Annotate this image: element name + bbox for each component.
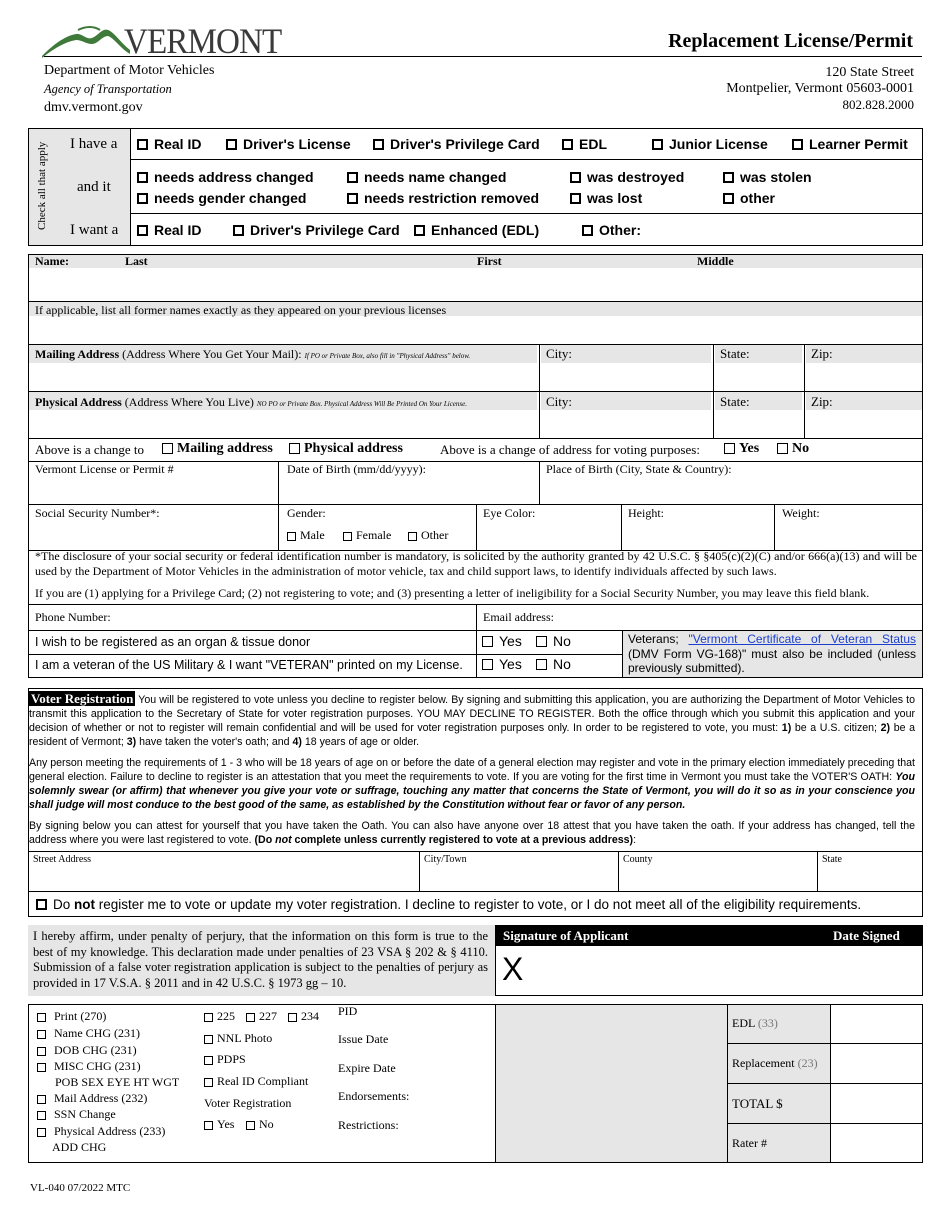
physical-state-label: State: [720, 394, 750, 409]
needs-name-changed-checkbox[interactable]: needs name changed [347, 169, 506, 185]
checkbox-icon [724, 443, 735, 454]
checkbox-icon [582, 225, 593, 236]
have-junior-license-checkbox[interactable]: Junior License [652, 136, 768, 152]
checkbox-icon [482, 636, 493, 647]
last-name-label: Last [125, 254, 148, 268]
veterans-note: Veterans; "Vermont Certificate of Veteran Status (DMV Form VG-168)" must also be included (unless previously submitted). [628, 632, 916, 675]
checkbox-icon [536, 636, 547, 647]
office-print-checkbox[interactable]: Print (270) [37, 1009, 106, 1024]
voter-state-label: State [822, 854, 842, 865]
eye-color-label: Eye Color: [483, 506, 536, 520]
license-number-input[interactable] [30, 477, 276, 503]
i-have-label: I have a [70, 136, 118, 152]
date-signed-label: Date Signed [833, 928, 900, 943]
previous-address-instructions: By signing below you can attest for yourself that you have taken the Oath. You can also have anyone over 18 attest that you have taken the oath. If your address has changed, tell the address where you were last registered to vote. (Do not complete unless currently registered to vote at a previous address): [29, 820, 915, 846]
header-rule [44, 56, 922, 57]
checkbox-icon [570, 172, 581, 183]
voter-city-input[interactable] [422, 867, 616, 889]
mailing-city-input[interactable] [542, 364, 710, 390]
name-label: Name: [35, 254, 69, 268]
needs-restriction-removed-checkbox[interactable]: needs restriction removed [347, 190, 539, 206]
mailing-address-label: Mailing Address (Address Where You Get Your Mail): If PO or Private Box, also fill in "Physical Address" below. [35, 347, 471, 361]
office-shaded-area [495, 1005, 727, 1162]
checkbox-icon [162, 443, 173, 454]
fee-total-label: TOTAL $ [732, 1096, 783, 1111]
checkbox-icon [36, 899, 47, 910]
i-want-label: I want a [70, 222, 119, 238]
physical-city-input[interactable] [542, 411, 710, 437]
form-title: Replacement License/Permit [668, 30, 913, 52]
office-real-id-compliant-checkbox[interactable]: Real ID Compliant [204, 1074, 308, 1089]
needs-gender-changed-checkbox[interactable]: needs gender changed [137, 190, 306, 206]
weight-input[interactable] [777, 522, 920, 549]
checkbox-icon [37, 1063, 46, 1072]
checkbox-icon [37, 1095, 46, 1104]
form-code: VL-040 07/2022 MTC [30, 1182, 131, 1194]
office-code-227-checkbox[interactable]: 227 [246, 1009, 277, 1024]
checkbox-icon [37, 1013, 46, 1022]
office-voter-no-checkbox[interactable]: No [246, 1117, 274, 1132]
voter-county-label: County [623, 854, 653, 865]
mailing-city-label: City: [546, 346, 573, 361]
voter-oath-paragraph: Any person meeting the requirements of 1 - 3 who will be 18 years of age on or before the date of a general election may register and vote in the primary election immediately preceding that general election. Failure to decline to register is an attestation that you meet the requirements to vote. If you are voting for the first time in Vermont you must take the VOTER'S OATH: You solemnly swear (or affirm) that whenever you give your vote or suffrage, touching any matter that concerns the State of Vermont, you will do it so as in your conscience you shall judge will most conduce to the best good of the same, as established by the Constitution without fear or favor of any person. [29, 757, 915, 811]
veteran-status-link[interactable]: "Vermont Certificate of Veteran Status [688, 632, 916, 646]
have-edl-checkbox[interactable]: EDL [562, 136, 607, 152]
first-name-label: First [477, 254, 502, 268]
was-stolen-checkbox[interactable]: was stolen [723, 169, 812, 185]
other-reason-checkbox[interactable]: other [723, 190, 775, 206]
checkbox-icon [204, 1121, 213, 1130]
name-input[interactable] [30, 268, 920, 300]
ssn-label: Social Security Number*: [35, 506, 160, 520]
voting-change-label: Above is a change of address for voting purposes: [440, 442, 700, 457]
checkbox-icon [37, 1111, 46, 1120]
logo-wordmark: VERMONT [124, 21, 282, 61]
office-voter-yes-checkbox[interactable]: Yes [204, 1117, 234, 1132]
voter-street-input[interactable] [30, 867, 416, 889]
want-real-id-checkbox[interactable]: Real ID [137, 222, 201, 238]
gender-male-checkbox[interactable]: Male [287, 528, 325, 543]
fee-edl-label: EDL (33) [732, 1016, 778, 1030]
weight-label: Weight: [782, 506, 820, 520]
mailing-state-label: State: [720, 346, 750, 361]
fee-replacement-label: Replacement (23) [732, 1056, 818, 1070]
gender-other-checkbox[interactable]: Other [408, 528, 448, 543]
office-misc-chg-checkbox[interactable]: MISC CHG (231) [37, 1059, 141, 1074]
fee-replacement-input[interactable] [832, 1045, 921, 1082]
checkbox-icon [233, 225, 244, 236]
organ-donor-yes-checkbox[interactable]: Yes [482, 633, 522, 649]
checkbox-icon [408, 532, 417, 541]
office-phone: 802.828.2000 [842, 97, 914, 112]
office-ssn-change-checkbox[interactable]: SSN Change [37, 1107, 116, 1122]
mailing-zip-input[interactable] [807, 364, 920, 390]
fee-total-input[interactable] [832, 1085, 921, 1122]
office-pdps-checkbox[interactable]: PDPS [204, 1052, 246, 1067]
checkbox-icon [246, 1013, 255, 1022]
office-misc-sub-label: POB SEX EYE HT WGT [55, 1075, 180, 1089]
eye-color-input[interactable] [479, 522, 619, 549]
height-label: Height: [628, 506, 664, 520]
have-real-id-checkbox[interactable]: Real ID [137, 136, 201, 152]
former-names-input[interactable] [30, 317, 920, 343]
dmv-website[interactable]: dmv.vermont.gov [44, 100, 143, 115]
height-input[interactable] [624, 522, 772, 549]
office-code-225-checkbox[interactable]: 225 [204, 1009, 235, 1024]
gender-female-checkbox[interactable]: Female [343, 528, 391, 543]
veteran-no-checkbox[interactable]: No [536, 656, 571, 672]
mailing-state-input[interactable] [716, 364, 801, 390]
office-mail-address-checkbox[interactable]: Mail Address (232) [37, 1091, 147, 1106]
physical-zip-input[interactable] [807, 411, 920, 437]
department-name: Department of Motor Vehicles [44, 63, 215, 78]
checkbox-icon [373, 139, 384, 150]
checkbox-icon [570, 193, 581, 204]
and-it-label: and it [77, 179, 111, 195]
check-all-label: Check all that apply [36, 141, 48, 230]
checkbox-icon [792, 139, 803, 150]
voter-street-label: Street Address [33, 854, 92, 865]
checkbox-icon [137, 225, 148, 236]
office-pid-label: PID [338, 1004, 358, 1018]
checkbox-icon [347, 193, 358, 204]
checkbox-icon [204, 1013, 213, 1022]
decline-voter-registration-checkbox[interactable]: Do not register me to vote or update my voter registration. I decline to register to vote, or I do not meet all of the eligibility requirements. [36, 897, 861, 912]
change-mailing-checkbox[interactable]: Mailing address [162, 441, 273, 457]
want-other-checkbox[interactable]: Other: [582, 222, 641, 238]
checkbox-icon [204, 1035, 213, 1044]
rater-number-label: Rater # [732, 1136, 767, 1150]
voting-change-no-checkbox[interactable]: No [777, 441, 809, 457]
signature-x-mark: X [502, 951, 524, 987]
ssn-disclosure-text: *The disclosure of your social security or federal identification number is mandatory, is solicited by the authority granted by 42 U.S.C. § §405(c)(2)(C) and/or 666(a)(13) and will be used by the Department of Motor Vehicles in the administration of motor vehicle, tax and child support laws, to identify individuals affected by such laws. [35, 549, 917, 578]
checkbox-icon [226, 139, 237, 150]
checkbox-icon [723, 193, 734, 204]
checkbox-icon [37, 1128, 46, 1137]
ssn-exception-text: If you are (1) applying for a Privilege Card; (2) not registering to vote; and (3) presenting a letter of ineligibility for a Social Security Number, you may leave this field blank. [35, 586, 870, 600]
checkbox-icon [482, 659, 493, 670]
voter-county-input[interactable] [621, 867, 815, 889]
checkbox-icon [204, 1078, 213, 1087]
office-physical-address-checkbox[interactable]: Physical Address (233) [37, 1124, 165, 1139]
office-voter-registration-label: Voter Registration [204, 1096, 292, 1110]
signature-label: Signature of Applicant [503, 928, 629, 943]
physical-address-label: Physical Address (Address Where You Live) NO PO or Private Box. Physical Address Will Be Printed On Your License. [35, 395, 467, 409]
vermont-logo-mountains-icon [42, 24, 130, 58]
organ-donor-label: I wish to be registered as an organ & tissue donor [35, 635, 311, 649]
veteran-label: I am a veteran of the US Military & I want "VETERAN" printed on my License. [35, 658, 463, 672]
gender-label: Gender: [287, 506, 326, 520]
former-names-label: If applicable, list all former names exactly as they appeared on your previous licenses [35, 303, 447, 317]
office-name-chg-checkbox[interactable]: Name CHG (231) [37, 1026, 140, 1041]
checkbox-icon [204, 1056, 213, 1065]
checkbox-icon [343, 532, 352, 541]
checkbox-icon [137, 139, 148, 150]
checkbox-icon [137, 172, 148, 183]
was-lost-checkbox[interactable]: was lost [570, 190, 642, 206]
office-city: Montpelier, Vermont 05603-0001 [726, 81, 914, 96]
physical-city-label: City: [546, 394, 573, 409]
office-code-234-checkbox[interactable]: 234 [288, 1009, 319, 1024]
want-privilege-card-checkbox[interactable]: Driver's Privilege Card [233, 222, 400, 238]
dob-label: Date of Birth (mm/dd/yyyy): [287, 462, 426, 476]
email-input[interactable] [570, 606, 920, 628]
checkbox-icon [562, 139, 573, 150]
veteran-yes-checkbox[interactable]: Yes [482, 656, 522, 672]
fee-edl-input[interactable] [832, 1006, 921, 1042]
pob-input[interactable] [542, 477, 920, 503]
have-drivers-license-checkbox[interactable]: Driver's License [226, 136, 351, 152]
checkbox-icon [289, 443, 300, 454]
pob-label: Place of Birth (City, State & Country): [546, 462, 732, 476]
physical-state-input[interactable] [716, 411, 801, 437]
checkbox-icon [37, 1030, 46, 1039]
was-destroyed-checkbox[interactable]: was destroyed [570, 169, 684, 185]
office-issue-date-label: Issue Date [338, 1032, 389, 1046]
physical-address-input[interactable] [30, 411, 536, 437]
checkbox-icon [246, 1121, 255, 1130]
dob-input[interactable] [281, 477, 537, 503]
office-nnl-photo-checkbox[interactable]: NNL Photo [204, 1031, 272, 1046]
voting-change-yes-checkbox[interactable]: Yes [724, 441, 759, 457]
office-expire-date-label: Expire Date [338, 1061, 396, 1075]
ssn-input[interactable] [30, 522, 276, 549]
change-physical-checkbox[interactable]: Physical address [289, 441, 403, 457]
office-restrictions-label: Restrictions: [338, 1118, 399, 1132]
checkbox-icon [347, 172, 358, 183]
affirmation-text: I hereby affirm, under penalty of perjury, that the information on this form is true to the best of my knowledge. This declaration made under penalties of 23 VSA § 202 & § 4110. Submission of a false voter registration application is subject to the penalties of perjury as provided in 17 V.S.A. § 2011 and in 42 U.S.C. § 1973 gg – 10. [33, 929, 488, 990]
rater-number-input[interactable] [832, 1125, 921, 1161]
voter-state-input[interactable] [820, 867, 920, 889]
phone-input[interactable] [130, 606, 470, 628]
mailing-zip-label: Zip: [811, 346, 833, 361]
agency-name: Agency of Transportation [44, 82, 172, 96]
mailing-address-input[interactable] [30, 364, 536, 390]
checkbox-icon [777, 443, 788, 454]
office-street: 120 State Street [825, 65, 914, 80]
checkbox-icon [287, 532, 296, 541]
voter-intro: Voter Registration You will be registered to vote unless you decline to register below. By signing and submitting this application, you are authorizing the Department of Motor Vehicles to transmit this application to the Secretary of State for voter registration purposes. YOU MAY DECLINE TO REGISTER. Both the office through which you submit this application and your decision of whether or not to register will remain confidential and will be used for voter registration purposes only. In order to be registered to vote, you must: 1) be a U.S. citizen; 2) be a resident of Vermont; 3) have taken the voter's oath; and 4) 18 years of age or older. [29, 691, 916, 748]
change-to-label: Above is a change to [35, 442, 145, 457]
have-privilege-card-checkbox[interactable]: Driver's Privilege Card [373, 136, 540, 152]
voter-registration-heading: Voter Registration [31, 691, 134, 706]
physical-zip-label: Zip: [811, 394, 833, 409]
office-add-chg-label: ADD CHG [52, 1140, 107, 1154]
office-dob-chg-checkbox[interactable]: DOB CHG (231) [37, 1043, 137, 1058]
license-number-label: Vermont License or Permit # [35, 462, 174, 476]
have-learner-permit-checkbox[interactable]: Learner Permit [792, 136, 908, 152]
needs-address-changed-checkbox[interactable]: needs address changed [137, 169, 314, 185]
want-edl-checkbox[interactable]: Enhanced (EDL) [414, 222, 539, 238]
phone-label: Phone Number: [35, 610, 111, 624]
signature-input[interactable] [530, 948, 920, 993]
checkbox-icon [414, 225, 425, 236]
checkbox-icon [723, 172, 734, 183]
email-label: Email address: [483, 610, 554, 624]
organ-donor-no-checkbox[interactable]: No [536, 633, 571, 649]
checkbox-icon [536, 659, 547, 670]
checkbox-icon [652, 139, 663, 150]
office-endorsements-label: Endorsements: [338, 1089, 410, 1103]
checkbox-icon [37, 1047, 46, 1056]
middle-name-label: Middle [697, 254, 734, 268]
checkbox-icon [288, 1013, 297, 1022]
voter-city-label: City/Town [424, 854, 467, 865]
checkbox-icon [137, 193, 148, 204]
